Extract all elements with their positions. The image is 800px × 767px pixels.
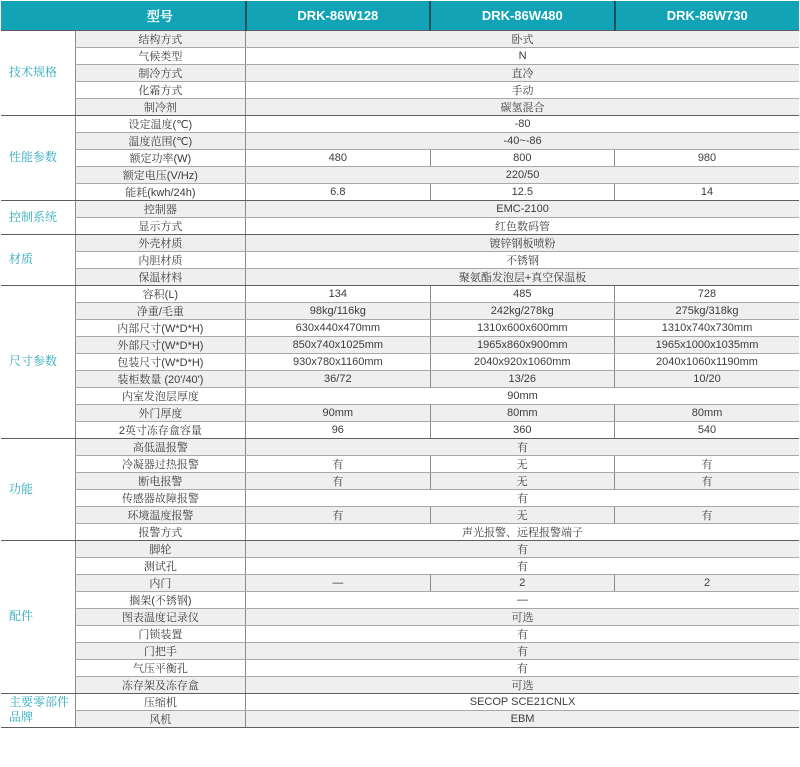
param-value-model-3: 1310x740x730mm bbox=[615, 319, 800, 336]
spec-row bbox=[1, 472, 799, 489]
param-label: 断电报警 bbox=[75, 472, 245, 489]
param-label: 高低温报警 bbox=[75, 438, 245, 455]
param-value-all-models: 声光报警、远程报警端子 bbox=[246, 523, 799, 540]
header-model-drk-86w128: DRK-86W128 bbox=[246, 1, 430, 30]
param-value-model-3: 2 bbox=[615, 574, 800, 591]
param-label: 风机 bbox=[75, 710, 245, 727]
spec-row bbox=[1, 183, 799, 200]
param-value-model-1: 96 bbox=[246, 421, 430, 438]
param-value-model-2: 无 bbox=[430, 455, 614, 472]
param-label: 内室发泡层厚度 bbox=[75, 387, 245, 404]
param-label: 显示方式 bbox=[75, 217, 245, 234]
param-label: 净重/毛重 bbox=[75, 302, 245, 319]
param-label: 测试孔 bbox=[75, 557, 245, 574]
spec-row bbox=[1, 625, 799, 642]
param-label: 内胆材质 bbox=[75, 251, 245, 268]
param-value-model-1: 有 bbox=[246, 506, 430, 523]
spec-row bbox=[1, 285, 799, 302]
param-label: 冷凝器过热报警 bbox=[75, 455, 245, 472]
param-value-model-3: 80mm bbox=[615, 404, 800, 421]
param-label: 额定电压(V/Hz) bbox=[75, 166, 245, 183]
param-value-all-models: 220/50 bbox=[246, 166, 799, 183]
param-value-all-models: 不锈钢 bbox=[246, 251, 799, 268]
param-label: 容积(L) bbox=[75, 285, 245, 302]
param-label: 门锁装置 bbox=[75, 625, 245, 642]
category-label: 功能 bbox=[1, 438, 75, 540]
param-value-model-2: 242kg/278kg bbox=[430, 302, 614, 319]
param-value-model-2: 13/26 bbox=[430, 370, 614, 387]
param-label: 图表温度记录仪 bbox=[75, 608, 245, 625]
spec-row bbox=[1, 659, 799, 676]
param-value-all-models: -40~-86 bbox=[246, 132, 799, 149]
param-label: 内部尺寸(W*D*H) bbox=[75, 319, 245, 336]
param-label: 保温材料 bbox=[75, 268, 245, 285]
spec-row bbox=[1, 234, 799, 251]
param-value-model-1: 6.8 bbox=[246, 183, 430, 200]
spec-row bbox=[1, 166, 799, 183]
header-model-label: 型号 bbox=[75, 1, 245, 30]
spec-row bbox=[1, 710, 799, 727]
spec-row bbox=[1, 455, 799, 472]
spec-row bbox=[1, 336, 799, 353]
category-label: 性能参数 bbox=[1, 115, 75, 200]
spec-row bbox=[1, 574, 799, 591]
spec-row bbox=[1, 98, 799, 115]
param-value-all-models: 聚氨酯发泡层+真空保温板 bbox=[246, 268, 799, 285]
spec-row bbox=[1, 302, 799, 319]
category-label: 主要零部件品牌 bbox=[1, 693, 75, 727]
spec-row bbox=[1, 370, 799, 387]
param-value-model-3: 1965x1000x1035mm bbox=[615, 336, 800, 353]
spec-row bbox=[1, 676, 799, 693]
param-label: 外部尺寸(W*D*H) bbox=[75, 336, 245, 353]
param-value-all-models: N bbox=[246, 47, 799, 64]
param-label: 制冷剂 bbox=[75, 98, 245, 115]
spec-row bbox=[1, 438, 799, 455]
param-value-all-models: 碳氢混合 bbox=[246, 98, 799, 115]
param-label: 化霜方式 bbox=[75, 81, 245, 98]
spec-row bbox=[1, 47, 799, 64]
param-value-all-models: EBM bbox=[246, 710, 799, 727]
spec-row bbox=[1, 557, 799, 574]
spec-row bbox=[1, 642, 799, 659]
param-label: 结构方式 bbox=[75, 30, 245, 47]
param-label: 报警方式 bbox=[75, 523, 245, 540]
param-label: 外壳材质 bbox=[75, 234, 245, 251]
param-label: 气候类型 bbox=[75, 47, 245, 64]
param-label: 设定温度(℃) bbox=[75, 115, 245, 132]
param-value-model-3: 980 bbox=[615, 149, 800, 166]
spec-table-body bbox=[1, 30, 799, 727]
param-value-all-models: — bbox=[246, 591, 799, 608]
param-value-model-1: 有 bbox=[246, 472, 430, 489]
spec-table bbox=[1, 1, 799, 728]
param-value-all-models: 可选 bbox=[246, 676, 799, 693]
param-label: 装柜数量 (20'/40') bbox=[75, 370, 245, 387]
param-value-all-models: 有 bbox=[246, 625, 799, 642]
category-label: 技术规格 bbox=[1, 30, 75, 115]
param-value-model-3: 2040x1060x1190mm bbox=[615, 353, 800, 370]
param-value-model-3: 540 bbox=[615, 421, 800, 438]
param-value-all-models: 镀锌钢板喷粉 bbox=[246, 234, 799, 251]
param-label: 2英寸冻存盒容量 bbox=[75, 421, 245, 438]
spec-row bbox=[1, 268, 799, 285]
param-value-model-3: 728 bbox=[615, 285, 800, 302]
param-value-all-models: 直冷 bbox=[246, 64, 799, 81]
param-value-all-models: 有 bbox=[246, 540, 799, 557]
param-value-all-models: 有 bbox=[246, 557, 799, 574]
param-value-model-2: 2 bbox=[430, 574, 614, 591]
param-value-model-1: — bbox=[246, 574, 430, 591]
param-value-all-models: EMC-2100 bbox=[246, 200, 799, 217]
param-value-model-2: 2040x920x1060mm bbox=[430, 353, 614, 370]
spec-row bbox=[1, 132, 799, 149]
param-value-model-3: 275kg/318kg bbox=[615, 302, 800, 319]
param-value-all-models: 有 bbox=[246, 659, 799, 676]
spec-row bbox=[1, 608, 799, 625]
param-value-model-1: 有 bbox=[246, 455, 430, 472]
param-value-model-1: 630x440x470mm bbox=[246, 319, 430, 336]
param-value-model-3: 14 bbox=[615, 183, 800, 200]
spec-row bbox=[1, 64, 799, 81]
param-value-model-1: 90mm bbox=[246, 404, 430, 421]
spec-row bbox=[1, 540, 799, 557]
param-value-model-3: 有 bbox=[615, 506, 800, 523]
spec-row bbox=[1, 217, 799, 234]
param-value-all-models: -80 bbox=[246, 115, 799, 132]
spec-row bbox=[1, 421, 799, 438]
spec-row bbox=[1, 81, 799, 98]
param-value-model-2: 12.5 bbox=[430, 183, 614, 200]
spec-row bbox=[1, 30, 799, 47]
param-value-model-1: 850x740x1025mm bbox=[246, 336, 430, 353]
param-label: 环境温度报警 bbox=[75, 506, 245, 523]
header-model-drk-86w480: DRK-86W480 bbox=[430, 1, 614, 30]
param-label: 温度范围(℃) bbox=[75, 132, 245, 149]
param-value-model-2: 360 bbox=[430, 421, 614, 438]
header-model-drk-86w730: DRK-86W730 bbox=[615, 1, 800, 30]
param-value-model-1: 480 bbox=[246, 149, 430, 166]
param-value-model-1: 98kg/116kg bbox=[246, 302, 430, 319]
param-value-model-2: 无 bbox=[430, 506, 614, 523]
param-value-all-models: 有 bbox=[246, 489, 799, 506]
param-label: 压缩机 bbox=[75, 693, 245, 710]
param-value-all-models: 红色数码管 bbox=[246, 217, 799, 234]
param-value-all-models: 有 bbox=[246, 438, 799, 455]
spec-row bbox=[1, 693, 799, 710]
param-label: 控制器 bbox=[75, 200, 245, 217]
param-label: 门把手 bbox=[75, 642, 245, 659]
param-value-all-models: 可选 bbox=[246, 608, 799, 625]
spec-row bbox=[1, 591, 799, 608]
param-label: 传感器故障报警 bbox=[75, 489, 245, 506]
param-value-all-models: 手动 bbox=[246, 81, 799, 98]
param-value-all-models: SECOP SCE21CNLX bbox=[246, 693, 799, 710]
spec-row bbox=[1, 387, 799, 404]
param-value-model-2: 1310x600x600mm bbox=[430, 319, 614, 336]
spec-row bbox=[1, 353, 799, 370]
spec-row bbox=[1, 149, 799, 166]
spec-row bbox=[1, 319, 799, 336]
param-value-all-models: 90mm bbox=[246, 387, 799, 404]
param-value-model-2: 80mm bbox=[430, 404, 614, 421]
param-value-model-3: 有 bbox=[615, 472, 800, 489]
param-label: 气压平衡孔 bbox=[75, 659, 245, 676]
param-label: 脚轮 bbox=[75, 540, 245, 557]
param-value-model-2: 485 bbox=[430, 285, 614, 302]
param-value-model-1: 36/72 bbox=[246, 370, 430, 387]
param-value-all-models: 有 bbox=[246, 642, 799, 659]
category-label: 尺寸参数 bbox=[1, 285, 75, 438]
param-label: 搁架(不锈钢) bbox=[75, 591, 245, 608]
param-value-model-2: 800 bbox=[430, 149, 614, 166]
param-value-all-models: 卧式 bbox=[246, 30, 799, 47]
spec-row bbox=[1, 404, 799, 421]
param-value-model-1: 930x780x1160mm bbox=[246, 353, 430, 370]
spec-row bbox=[1, 489, 799, 506]
param-label: 内门 bbox=[75, 574, 245, 591]
param-label: 外门厚度 bbox=[75, 404, 245, 421]
param-value-model-2: 1965x860x900mm bbox=[430, 336, 614, 353]
spec-row bbox=[1, 115, 799, 132]
spec-table-header bbox=[1, 1, 799, 30]
param-label: 冻存架及冻存盒 bbox=[75, 676, 245, 693]
category-label: 控制系统 bbox=[1, 200, 75, 234]
param-value-model-2: 无 bbox=[430, 472, 614, 489]
category-label: 配件 bbox=[1, 540, 75, 693]
param-value-model-3: 有 bbox=[615, 455, 800, 472]
param-label: 包装尺寸(W*D*H) bbox=[75, 353, 245, 370]
spec-row bbox=[1, 251, 799, 268]
header-corner bbox=[1, 1, 75, 30]
category-label: 材质 bbox=[1, 234, 75, 285]
param-label: 能耗(kwh/24h) bbox=[75, 183, 245, 200]
param-label: 制冷方式 bbox=[75, 64, 245, 81]
spec-row bbox=[1, 523, 799, 540]
param-value-model-1: 134 bbox=[246, 285, 430, 302]
param-label: 额定功率(W) bbox=[75, 149, 245, 166]
spec-row bbox=[1, 506, 799, 523]
param-value-model-3: 10/20 bbox=[615, 370, 800, 387]
spec-row bbox=[1, 200, 799, 217]
